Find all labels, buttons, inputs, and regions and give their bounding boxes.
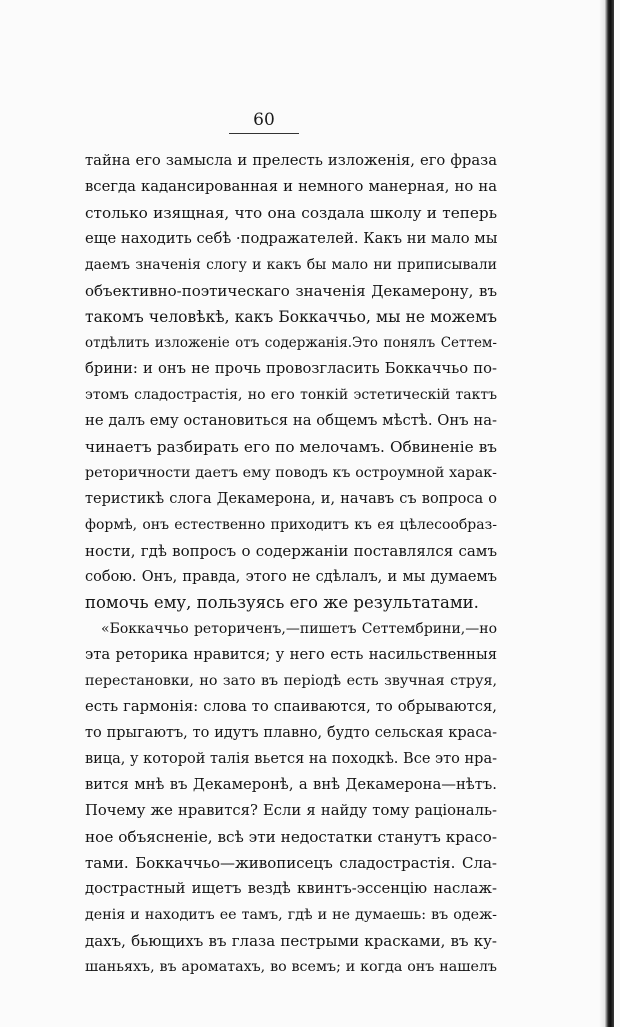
text-line: объективно-поэтическаго значенія Декамерону, въ xyxy=(85,282,497,300)
text-line: то прыгаютъ, то идутъ плавно, будто сельская краса- xyxy=(85,725,497,741)
text-line: тайна его замысла и прелесть изложенія, его фраза xyxy=(85,152,497,169)
text-line: дахъ, бьющихъ въ глаза пестрыми красками, въ ку- xyxy=(85,932,497,950)
text-line: вится мнѣ въ Декамеронѣ, а внѣ Декамерона—нѣтъ. xyxy=(85,776,497,793)
text-line: помочь ему, пользуясь его же результатами. xyxy=(85,593,479,612)
text-line: чинаетъ разбирать его по мелочамъ. Обвиненіе въ xyxy=(85,438,497,456)
text-line: еще находить себѣ ·подражателей. Какъ ни мало мы xyxy=(85,230,497,247)
text-line: перестановки, но зато въ періодѣ есть звучная струя, xyxy=(85,673,497,689)
text-line: этомъ сладострастія, но его тонкій эстетическій тактъ xyxy=(85,387,497,403)
text-line: есть гармонія: слова то спаиваются, то обрываются, xyxy=(85,698,497,715)
text-line: отдѣлить изложеніе отъ содержанія.Это понялъ Сеттем- xyxy=(85,335,497,351)
text-line: тами. Боккаччьо—живописецъ сладострастія. Сла- xyxy=(85,854,497,872)
page-number-rule xyxy=(229,133,299,134)
text-line: «Боккаччьо реториченъ,—пишетъ Сеттембрини,—но xyxy=(101,621,497,637)
text-line: даемъ значенія слогу и какъ бы мало ни приписывали xyxy=(85,257,497,273)
text-line: столько изящная, что она создала школу и теперь xyxy=(85,204,497,222)
paragraph xyxy=(85,148,497,616)
binding-edge xyxy=(605,0,614,1027)
text-line: не далъ ему остановиться на общемъ мѣстѣ. Онъ на- xyxy=(85,412,497,429)
text-line: шаньяхъ, въ ароматахъ, во всемъ; и когда онъ нашелъ xyxy=(85,959,497,975)
text-line: всегда кадансированная и немного манерная, но на xyxy=(85,178,497,195)
text-line: дострастный ищетъ вездѣ квинтъ-эссенцію наслаж- xyxy=(85,880,497,897)
text-line: Почему же нравится? Если я найду тому раціональ- xyxy=(85,802,497,819)
paragraph xyxy=(85,616,497,980)
text-line: брини: и онъ не прочь провозгласить Боккаччьо по- xyxy=(85,360,497,377)
text-line: денія и находитъ ее тамъ, гдѣ и не думаешь: въ одеж- xyxy=(85,907,497,923)
text-line: вица, у которой талія вьется на походкѣ. Все это нра- xyxy=(85,751,497,767)
text-line: ное объясненіе, всѣ эти недостатки станутъ красо- xyxy=(85,828,497,846)
body-text xyxy=(85,148,497,980)
text-line: ности, гдѣ вопросъ о содержаніи поставлялся самъ xyxy=(85,542,497,560)
text-line: собою. Онъ, правда, этого не сдѣлалъ, и мы думаемъ xyxy=(85,569,497,585)
text-line: формѣ, онъ естественно приходитъ къ ея цѣлесообраз- xyxy=(85,517,497,533)
text-line: теристикѣ слога Декамерона, и, начавъ съ вопроса о xyxy=(85,491,497,507)
text-line: эта реторика нравится; у него есть насильственныя xyxy=(85,646,497,663)
text-line: реторичности даетъ ему поводъ къ остроумной харак- xyxy=(85,465,497,481)
text-line: такомъ человѣкѣ, какъ Боккаччьо, мы не можемъ xyxy=(85,308,497,326)
page-number: 60 xyxy=(253,110,275,130)
